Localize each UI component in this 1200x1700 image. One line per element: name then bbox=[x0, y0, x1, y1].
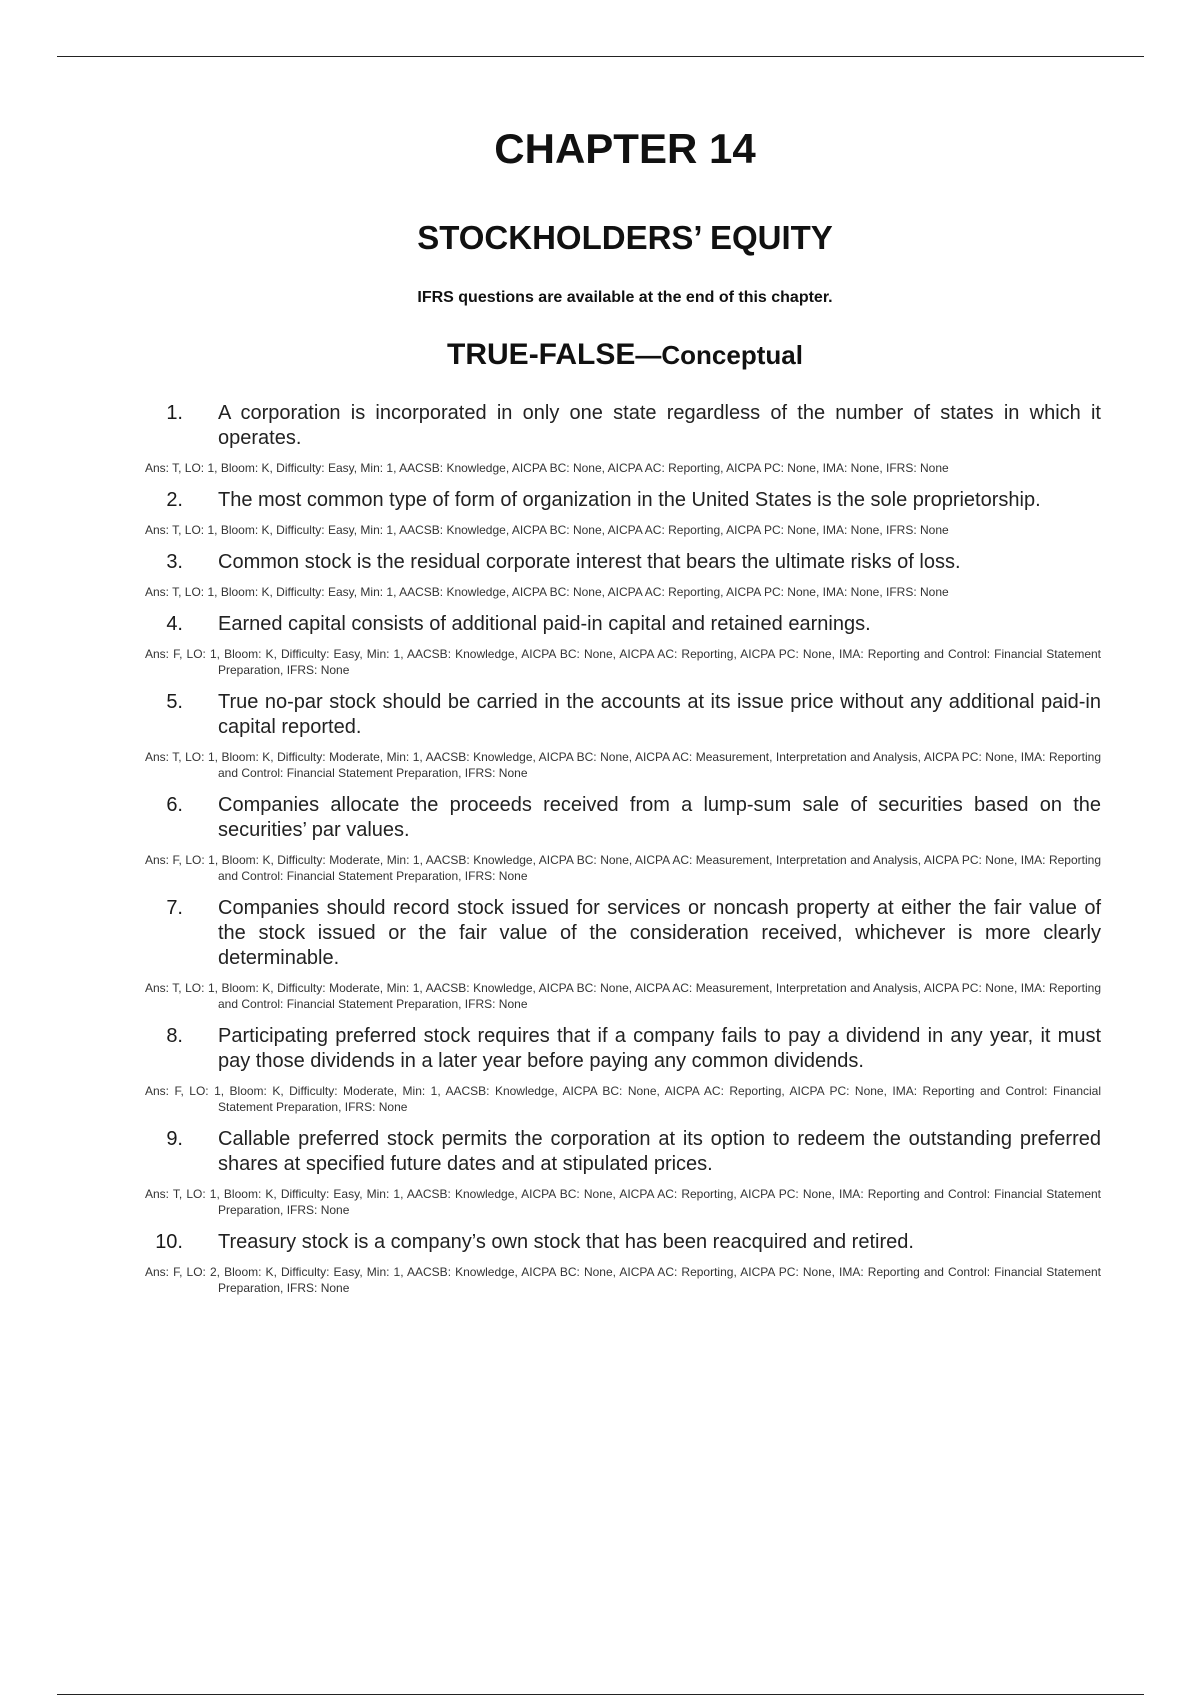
answer-key: Ans: T, LO: 1, Bloom: K, Difficulty: Moderate, Min: 1, AACSB: Knowledge, AICPA BC: None, AICPA AC: Measurement, Interpretation and Analysis, AICPA PC: None, IMA: Reporting and Control: Financial Statement Preparation, IFRS: None bbox=[145, 750, 1101, 780]
question-number: 3. bbox=[166, 551, 183, 573]
section-heading bbox=[0, 340, 1200, 370]
answer-key: Ans: F, LO: 2, Bloom: K, Difficulty: Easy, Min: 1, AACSB: Knowledge, AICPA BC: None, AICPA AC: Reporting, AICPA PC: None, IMA: Reporting and Control: Financial Statement Preparation, IFRS: None bbox=[145, 1265, 1101, 1295]
question-number: 4. bbox=[166, 613, 183, 635]
question-text: True no-par stock should be carried in the accounts at its issue price without any additional paid-in capital reported. bbox=[218, 691, 1101, 738]
question-number: 1. bbox=[166, 402, 183, 424]
section-heading-main: TRUE-FALSE bbox=[447, 338, 636, 371]
bottom-rule bbox=[57, 1694, 1144, 1695]
question-item bbox=[145, 488, 1101, 538]
question-item bbox=[145, 690, 1101, 781]
question-text: Earned capital consists of additional paid-in capital and retained earnings. bbox=[218, 613, 871, 635]
section-heading-sub: —Conceptual bbox=[635, 340, 803, 370]
question-text: Participating preferred stock requires that if a company fails to pay a dividend in any year, it must pay those dividends in a later year before paying any common dividends. bbox=[218, 1025, 1101, 1072]
question-text: Companies allocate the proceeds received from a lump-sum sale of securities based on the securities’ par values. bbox=[218, 794, 1101, 841]
question-text: A corporation is incorporated in only one state regardless of the number of states in which it operates. bbox=[218, 402, 1101, 449]
question-item bbox=[145, 793, 1101, 884]
question-item bbox=[145, 550, 1101, 600]
page-title: STOCKHOLDERS’ EQUITY bbox=[417, 219, 833, 256]
chapter-title: CHAPTER 14 bbox=[494, 125, 756, 172]
answer-key: Ans: T, LO: 1, Bloom: K, Difficulty: Easy, Min: 1, AACSB: Knowledge, AICPA BC: None, AICPA AC: Reporting, AICPA PC: None, IMA: None, IFRS: None bbox=[145, 585, 949, 599]
question-text: Common stock is the residual corporate interest that bears the ultimate risks of loss. bbox=[218, 551, 961, 573]
question-number: 2. bbox=[166, 489, 183, 511]
ifrs-note: IFRS questions are available at the end of this chapter. bbox=[417, 289, 833, 306]
answer-key: Ans: T, LO: 1, Bloom: K, Difficulty: Easy, Min: 1, AACSB: Knowledge, AICPA BC: None, AICPA AC: Reporting, AICPA PC: None, IMA: Reporting and Control: Financial Statement Preparation, IFRS: None bbox=[145, 1187, 1101, 1217]
question-item bbox=[145, 612, 1101, 678]
question-item bbox=[145, 401, 1101, 476]
question-item bbox=[145, 896, 1101, 1012]
question-text: Callable preferred stock permits the corporation at its option to redeem the outstanding preferred shares at specified future dates and at stipulated prices. bbox=[218, 1128, 1101, 1175]
answer-key: Ans: F, LO: 1, Bloom: K, Difficulty: Moderate, Min: 1, AACSB: Knowledge, AICPA BC: None, AICPA AC: Measurement, Interpretation and Analysis, AICPA PC: None, IMA: Reporting and Control: Financial Statement Preparation, IFRS: None bbox=[145, 853, 1101, 883]
question-number: 8. bbox=[166, 1025, 183, 1047]
answer-key: Ans: T, LO: 1, Bloom: K, Difficulty: Moderate, Min: 1, AACSB: Knowledge, AICPA BC: None, AICPA AC: Measurement, Interpretation and Analysis, AICPA PC: None, IMA: Reporting and Control: Financial Statement Preparation, IFRS: None bbox=[145, 981, 1101, 1011]
question-item bbox=[145, 1230, 1101, 1296]
answer-key: Ans: F, LO: 1, Bloom: K, Difficulty: Moderate, Min: 1, AACSB: Knowledge, AICPA BC: None, AICPA AC: Reporting, AICPA PC: None, IMA: Reporting and Control: Financial Statement Preparation, IFRS: None bbox=[145, 1084, 1101, 1114]
question-number: 9. bbox=[166, 1128, 183, 1150]
question-item bbox=[145, 1024, 1101, 1115]
question-text: Treasury stock is a company’s own stock that has been reacquired and retired. bbox=[218, 1231, 914, 1253]
question-number: 10. bbox=[155, 1231, 183, 1253]
top-rule bbox=[57, 56, 1144, 57]
question-number: 7. bbox=[166, 897, 183, 919]
question-number: 6. bbox=[166, 794, 183, 816]
question-text: The most common type of form of organization in the United States is the sole proprietorship. bbox=[218, 489, 1041, 511]
answer-key: Ans: T, LO: 1, Bloom: K, Difficulty: Easy, Min: 1, AACSB: Knowledge, AICPA BC: None, AICPA AC: Reporting, AICPA PC: None, IMA: None, IFRS: None bbox=[145, 461, 949, 475]
answer-key: Ans: F, LO: 1, Bloom: K, Difficulty: Easy, Min: 1, AACSB: Knowledge, AICPA BC: None, AICPA AC: Reporting, AICPA PC: None, IMA: Reporting and Control: Financial Statement Preparation, IFRS: None bbox=[145, 647, 1101, 677]
question-item bbox=[145, 1127, 1101, 1218]
question-number: 5. bbox=[166, 691, 183, 713]
question-text: Companies should record stock issued for services or noncash property at either the fair value of the stock issued or the fair value of the consideration received, whichever is more clearly determinable. bbox=[218, 897, 1101, 969]
question-list bbox=[145, 401, 1101, 1296]
answer-key: Ans: T, LO: 1, Bloom: K, Difficulty: Easy, Min: 1, AACSB: Knowledge, AICPA BC: None, AICPA AC: Reporting, AICPA PC: None, IMA: None, IFRS: None bbox=[145, 523, 949, 537]
